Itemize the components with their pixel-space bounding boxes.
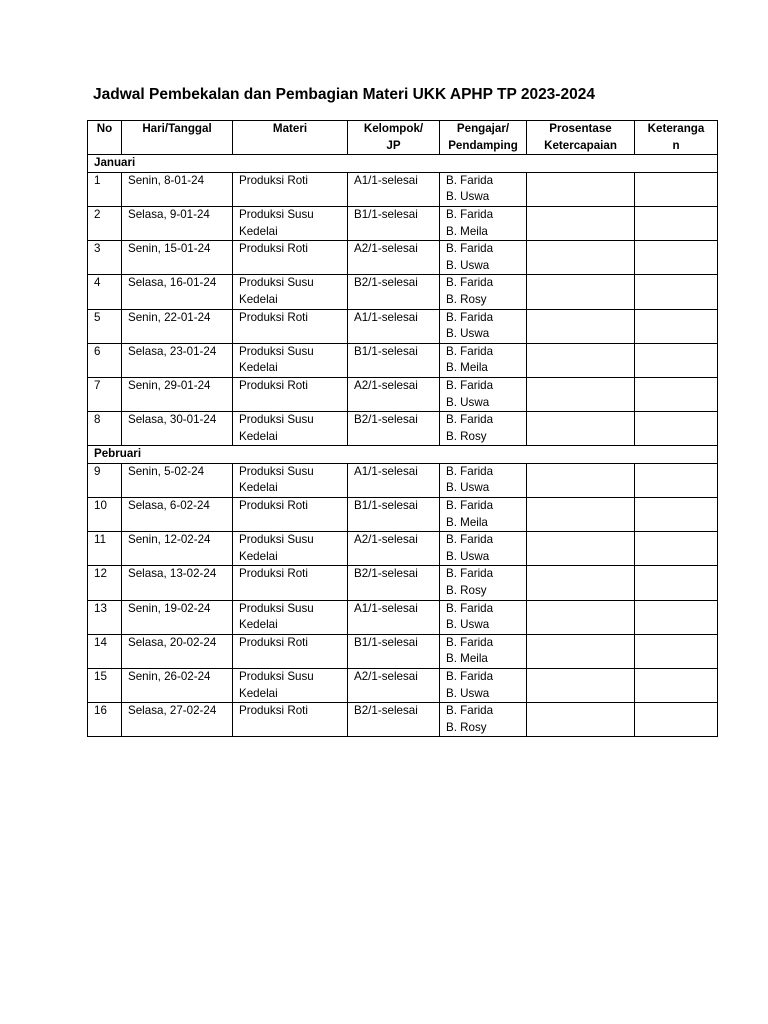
cell-kelompok	[348, 498, 440, 532]
cell-pengajar-text: B. Farida	[446, 670, 494, 683]
cell-date	[122, 463, 233, 497]
cell-prosentase	[527, 498, 635, 532]
table-row	[88, 498, 718, 532]
table-row	[88, 172, 718, 206]
cell-no-text: 7	[94, 378, 101, 392]
cell-no	[88, 343, 122, 377]
cell-materi	[233, 172, 348, 206]
cell-materi	[233, 566, 348, 600]
cell-keterangan	[635, 206, 718, 240]
cell-materi-text: Produksi Roti	[239, 704, 308, 718]
cell-pengajar-text: B. Meila	[446, 515, 488, 529]
cell-pengajar-text: B. Rosy	[446, 720, 487, 734]
cell-kelompok-text: B1/1-selesai	[354, 344, 418, 358]
cell-date-text: Senin, 29-01-24	[128, 378, 211, 392]
cell-materi	[233, 532, 348, 566]
header-no: No	[88, 121, 122, 155]
cell-kelompok-text: B2/1-selesai	[354, 413, 418, 427]
cell-materi-text: Kedelai	[239, 481, 278, 495]
cell-pengajar-text: B. Uswa	[446, 190, 490, 204]
cell-prosentase	[527, 309, 635, 343]
cell-keterangan	[635, 634, 718, 668]
table-row	[88, 532, 718, 566]
cell-no	[88, 275, 122, 309]
cell-date-text: Senin, 15-01-24	[128, 242, 211, 256]
cell-pengajar-text: B. Farida	[446, 310, 494, 324]
cell-pengajar-text: B. Rosy	[446, 429, 487, 443]
cell-no-text: 16	[94, 704, 107, 718]
cell-prosentase	[527, 206, 635, 240]
cell-date	[122, 634, 233, 668]
cell-materi-text: Produksi Susu	[239, 464, 314, 478]
cell-pengajar-text: B. Uswa	[446, 258, 490, 272]
cell-prosentase	[527, 634, 635, 668]
cell-kelompok-text: A1/1-selesai	[354, 310, 418, 324]
cell-pengajar-text: B. Rosy	[446, 584, 487, 598]
cell-pengajar-text: B. Farida	[446, 207, 494, 221]
cell-date	[122, 600, 233, 634]
cell-date	[122, 206, 233, 240]
cell-pengajar-text: B. Meila	[446, 652, 488, 666]
cell-date-text: Senin, 22-01-24	[128, 310, 211, 324]
cell-pengajar	[440, 600, 527, 634]
cell-materi-text: Produksi Susu	[239, 601, 314, 615]
cell-date-text: Senin, 12-02-24	[128, 533, 211, 547]
cell-pengajar-text: B. Farida	[446, 635, 494, 649]
cell-date	[122, 532, 233, 566]
cell-date-text: Selasa, 13-02-24	[128, 567, 217, 581]
cell-no	[88, 669, 122, 703]
cell-pengajar-text: B. Farida	[446, 344, 494, 358]
cell-pengajar	[440, 566, 527, 600]
cell-materi-text: Kedelai	[239, 686, 278, 700]
cell-no-text: 2	[94, 207, 101, 221]
cell-prosentase	[527, 532, 635, 566]
table-row	[88, 566, 718, 600]
cell-date-text: Senin, 26-02-24	[128, 670, 211, 683]
header-kelompok: Kelompok/ JP	[348, 121, 440, 155]
cell-materi-text: Produksi Roti	[239, 499, 308, 513]
cell-no	[88, 532, 122, 566]
cell-materi	[233, 343, 348, 377]
cell-pengajar-text: B. Uswa	[446, 327, 490, 341]
cell-pengajar	[440, 377, 527, 411]
cell-no	[88, 600, 122, 634]
header-materi: Materi	[233, 121, 348, 155]
cell-kelompok	[348, 309, 440, 343]
header-pengajar: Pengajar/ Pendamping	[440, 121, 527, 155]
cell-materi-text: Produksi Susu	[239, 533, 314, 547]
cell-kelompok-text: A2/1-selesai	[354, 533, 418, 547]
cell-date	[122, 566, 233, 600]
cell-no-text: 10	[94, 499, 107, 513]
cell-date	[122, 343, 233, 377]
cell-pengajar	[440, 241, 527, 275]
cell-kelompok	[348, 634, 440, 668]
cell-no-text: 5	[94, 310, 101, 324]
cell-keterangan	[635, 532, 718, 566]
cell-no	[88, 463, 122, 497]
cell-no-text: 14	[94, 635, 107, 649]
cell-materi	[233, 377, 348, 411]
cell-kelompok-text: A1/1-selesai	[354, 464, 418, 478]
cell-kelompok	[348, 669, 440, 703]
cell-no-text: 13	[94, 601, 107, 615]
cell-materi	[233, 206, 348, 240]
cell-no	[88, 703, 122, 737]
document-title: Jadwal Pembekalan dan Pembagian Materi UKK APHP TP 2023-2024	[93, 86, 595, 103]
cell-date-text: Senin, 19-02-24	[128, 601, 211, 615]
cell-no-text: 15	[94, 670, 107, 683]
cell-prosentase	[527, 566, 635, 600]
table-row	[88, 206, 718, 240]
cell-materi-text: Produksi Roti	[239, 173, 308, 187]
cell-kelompok-text: B2/1-selesai	[354, 567, 418, 581]
cell-no-text: 6	[94, 344, 101, 358]
cell-pengajar-text: B. Farida	[446, 378, 494, 392]
cell-date-text: Selasa, 30-01-24	[128, 413, 217, 427]
cell-pengajar-text: B. Farida	[446, 704, 494, 718]
cell-pengajar	[440, 532, 527, 566]
cell-date	[122, 309, 233, 343]
cell-no-text: 12	[94, 567, 107, 581]
cell-prosentase	[527, 703, 635, 737]
cell-kelompok	[348, 172, 440, 206]
cell-materi	[233, 703, 348, 737]
table-row	[88, 703, 718, 737]
cell-materi-text: Kedelai	[239, 549, 278, 563]
cell-no-text: 9	[94, 464, 101, 478]
cell-pengajar	[440, 463, 527, 497]
cell-materi	[233, 241, 348, 275]
cell-keterangan	[635, 377, 718, 411]
cell-materi-text: Produksi Susu	[239, 207, 314, 221]
cell-no	[88, 377, 122, 411]
cell-prosentase	[527, 669, 635, 703]
cell-date	[122, 498, 233, 532]
cell-materi	[233, 463, 348, 497]
cell-kelompok-text: B1/1-selesai	[354, 635, 418, 649]
cell-kelompok	[348, 377, 440, 411]
schedule-table	[87, 120, 718, 737]
table-row	[88, 669, 718, 703]
cell-date	[122, 275, 233, 309]
cell-pengajar	[440, 412, 527, 446]
cell-pengajar-text: B. Farida	[446, 242, 494, 256]
cell-kelompok	[348, 703, 440, 737]
cell-kelompok-text: B1/1-selesai	[354, 499, 418, 513]
cell-pengajar	[440, 206, 527, 240]
cell-materi-text: Kedelai	[239, 361, 278, 375]
cell-materi	[233, 669, 348, 703]
cell-materi-text: Produksi Roti	[239, 310, 308, 324]
cell-materi-text: Kedelai	[239, 224, 278, 238]
cell-no	[88, 172, 122, 206]
cell-pengajar-text: B. Uswa	[446, 395, 490, 409]
cell-date	[122, 172, 233, 206]
cell-no-text: 8	[94, 413, 101, 427]
table-row	[88, 463, 718, 497]
table-row	[88, 241, 718, 275]
cell-pengajar	[440, 703, 527, 737]
cell-pengajar	[440, 172, 527, 206]
cell-pengajar-text: B. Uswa	[446, 481, 490, 495]
table-row	[88, 343, 718, 377]
cell-materi	[233, 498, 348, 532]
cell-no	[88, 412, 122, 446]
table-row	[88, 412, 718, 446]
cell-no	[88, 566, 122, 600]
cell-no	[88, 498, 122, 532]
section-row	[88, 155, 718, 173]
cell-materi-text: Kedelai	[239, 292, 278, 306]
cell-keterangan	[635, 498, 718, 532]
cell-keterangan	[635, 669, 718, 703]
cell-keterangan	[635, 412, 718, 446]
table-row	[88, 634, 718, 668]
cell-materi-text: Produksi Roti	[239, 378, 308, 392]
cell-kelompok	[348, 412, 440, 446]
cell-pengajar-text: B. Meila	[446, 224, 488, 238]
cell-date	[122, 703, 233, 737]
schedule-body	[88, 155, 718, 737]
cell-no-text: 3	[94, 242, 101, 256]
cell-pengajar-text: B. Uswa	[446, 686, 490, 700]
cell-pengajar-text: B. Farida	[446, 276, 494, 290]
cell-kelompok	[348, 275, 440, 309]
cell-pengajar	[440, 498, 527, 532]
cell-keterangan	[635, 343, 718, 377]
cell-materi	[233, 634, 348, 668]
cell-date-text: Selasa, 6-02-24	[128, 499, 210, 513]
cell-no	[88, 206, 122, 240]
cell-materi	[233, 309, 348, 343]
cell-kelompok-text: A1/1-selesai	[354, 601, 418, 615]
cell-kelompok-text: A1/1-selesai	[354, 173, 418, 187]
cell-kelompok	[348, 463, 440, 497]
cell-keterangan	[635, 172, 718, 206]
cell-date-text: Selasa, 20-02-24	[128, 635, 217, 649]
cell-materi-text: Produksi Susu	[239, 413, 314, 427]
cell-date	[122, 412, 233, 446]
table-row	[88, 377, 718, 411]
cell-no	[88, 634, 122, 668]
section-label: Pebruari	[88, 446, 718, 464]
header-row	[88, 121, 718, 155]
cell-pengajar-text: B. Farida	[446, 413, 494, 427]
cell-prosentase	[527, 463, 635, 497]
cell-kelompok	[348, 241, 440, 275]
cell-pengajar-text: B. Farida	[446, 533, 494, 547]
cell-prosentase	[527, 275, 635, 309]
cell-pengajar-text: B. Farida	[446, 464, 494, 478]
cell-kelompok-text: B1/1-selesai	[354, 207, 418, 221]
cell-no-text: 4	[94, 276, 101, 290]
cell-date	[122, 377, 233, 411]
cell-pengajar-text: B. Farida	[446, 567, 494, 581]
table-row	[88, 600, 718, 634]
cell-prosentase	[527, 412, 635, 446]
cell-keterangan	[635, 275, 718, 309]
cell-keterangan	[635, 241, 718, 275]
cell-pengajar	[440, 669, 527, 703]
cell-keterangan	[635, 600, 718, 634]
cell-pengajar-text: B. Farida	[446, 499, 494, 513]
cell-keterangan	[635, 309, 718, 343]
cell-kelompok	[348, 343, 440, 377]
cell-keterangan	[635, 703, 718, 737]
cell-kelompok	[348, 600, 440, 634]
cell-materi-text: Produksi Roti	[239, 242, 308, 256]
cell-kelompok	[348, 532, 440, 566]
header-prosentase: Prosentase Ketercapaian	[527, 121, 635, 155]
section-row	[88, 446, 718, 464]
cell-pengajar-text: B. Meila	[446, 361, 488, 375]
cell-no	[88, 309, 122, 343]
cell-keterangan	[635, 463, 718, 497]
cell-kelompok-text: B2/1-selesai	[354, 276, 418, 290]
cell-prosentase	[527, 377, 635, 411]
cell-materi-text: Kedelai	[239, 618, 278, 632]
cell-materi	[233, 275, 348, 309]
cell-materi-text: Kedelai	[239, 429, 278, 443]
cell-date	[122, 241, 233, 275]
cell-no	[88, 241, 122, 275]
cell-materi-text: Produksi Roti	[239, 567, 308, 581]
cell-kelompok-text: A2/1-selesai	[354, 670, 418, 683]
cell-date-text: Senin, 5-02-24	[128, 464, 205, 478]
cell-materi-text: Produksi Susu	[239, 276, 314, 290]
cell-prosentase	[527, 343, 635, 377]
section-label: Januari	[88, 155, 718, 173]
cell-pengajar	[440, 309, 527, 343]
cell-no-text: 1	[94, 173, 101, 187]
cell-kelompok	[348, 206, 440, 240]
cell-prosentase	[527, 241, 635, 275]
cell-pengajar-text: B. Uswa	[446, 549, 490, 563]
cell-kelompok-text: B2/1-selesai	[354, 704, 418, 718]
cell-materi	[233, 600, 348, 634]
cell-materi-text: Produksi Roti	[239, 635, 308, 649]
header-hari-tanggal: Hari/Tanggal	[122, 121, 233, 155]
cell-prosentase	[527, 600, 635, 634]
cell-pengajar	[440, 634, 527, 668]
cell-date-text: Senin, 8-01-24	[128, 173, 205, 187]
cell-kelompok-text: A2/1-selesai	[354, 378, 418, 392]
cell-pengajar	[440, 343, 527, 377]
cell-date-text: Selasa, 27-02-24	[128, 704, 217, 718]
cell-pengajar-text: B. Uswa	[446, 618, 490, 632]
cell-pengajar-text: B. Rosy	[446, 292, 487, 306]
cell-prosentase	[527, 172, 635, 206]
cell-materi-text: Produksi Susu	[239, 344, 314, 358]
cell-pengajar-text: B. Farida	[446, 173, 494, 187]
header-keterangan: Keteranga n	[635, 121, 718, 155]
table-row	[88, 309, 718, 343]
cell-materi-text: Produksi Susu	[239, 670, 314, 683]
cell-date-text: Selasa, 23-01-24	[128, 344, 217, 358]
cell-no-text: 11	[94, 533, 107, 547]
cell-pengajar	[440, 275, 527, 309]
cell-kelompok-text: A2/1-selesai	[354, 242, 418, 256]
table-row	[88, 275, 718, 309]
cell-materi	[233, 412, 348, 446]
cell-pengajar-text: B. Farida	[446, 601, 494, 615]
cell-keterangan	[635, 566, 718, 600]
cell-date	[122, 669, 233, 703]
cell-kelompok	[348, 566, 440, 600]
cell-date-text: Selasa, 9-01-24	[128, 207, 210, 221]
cell-date-text: Selasa, 16-01-24	[128, 276, 217, 290]
